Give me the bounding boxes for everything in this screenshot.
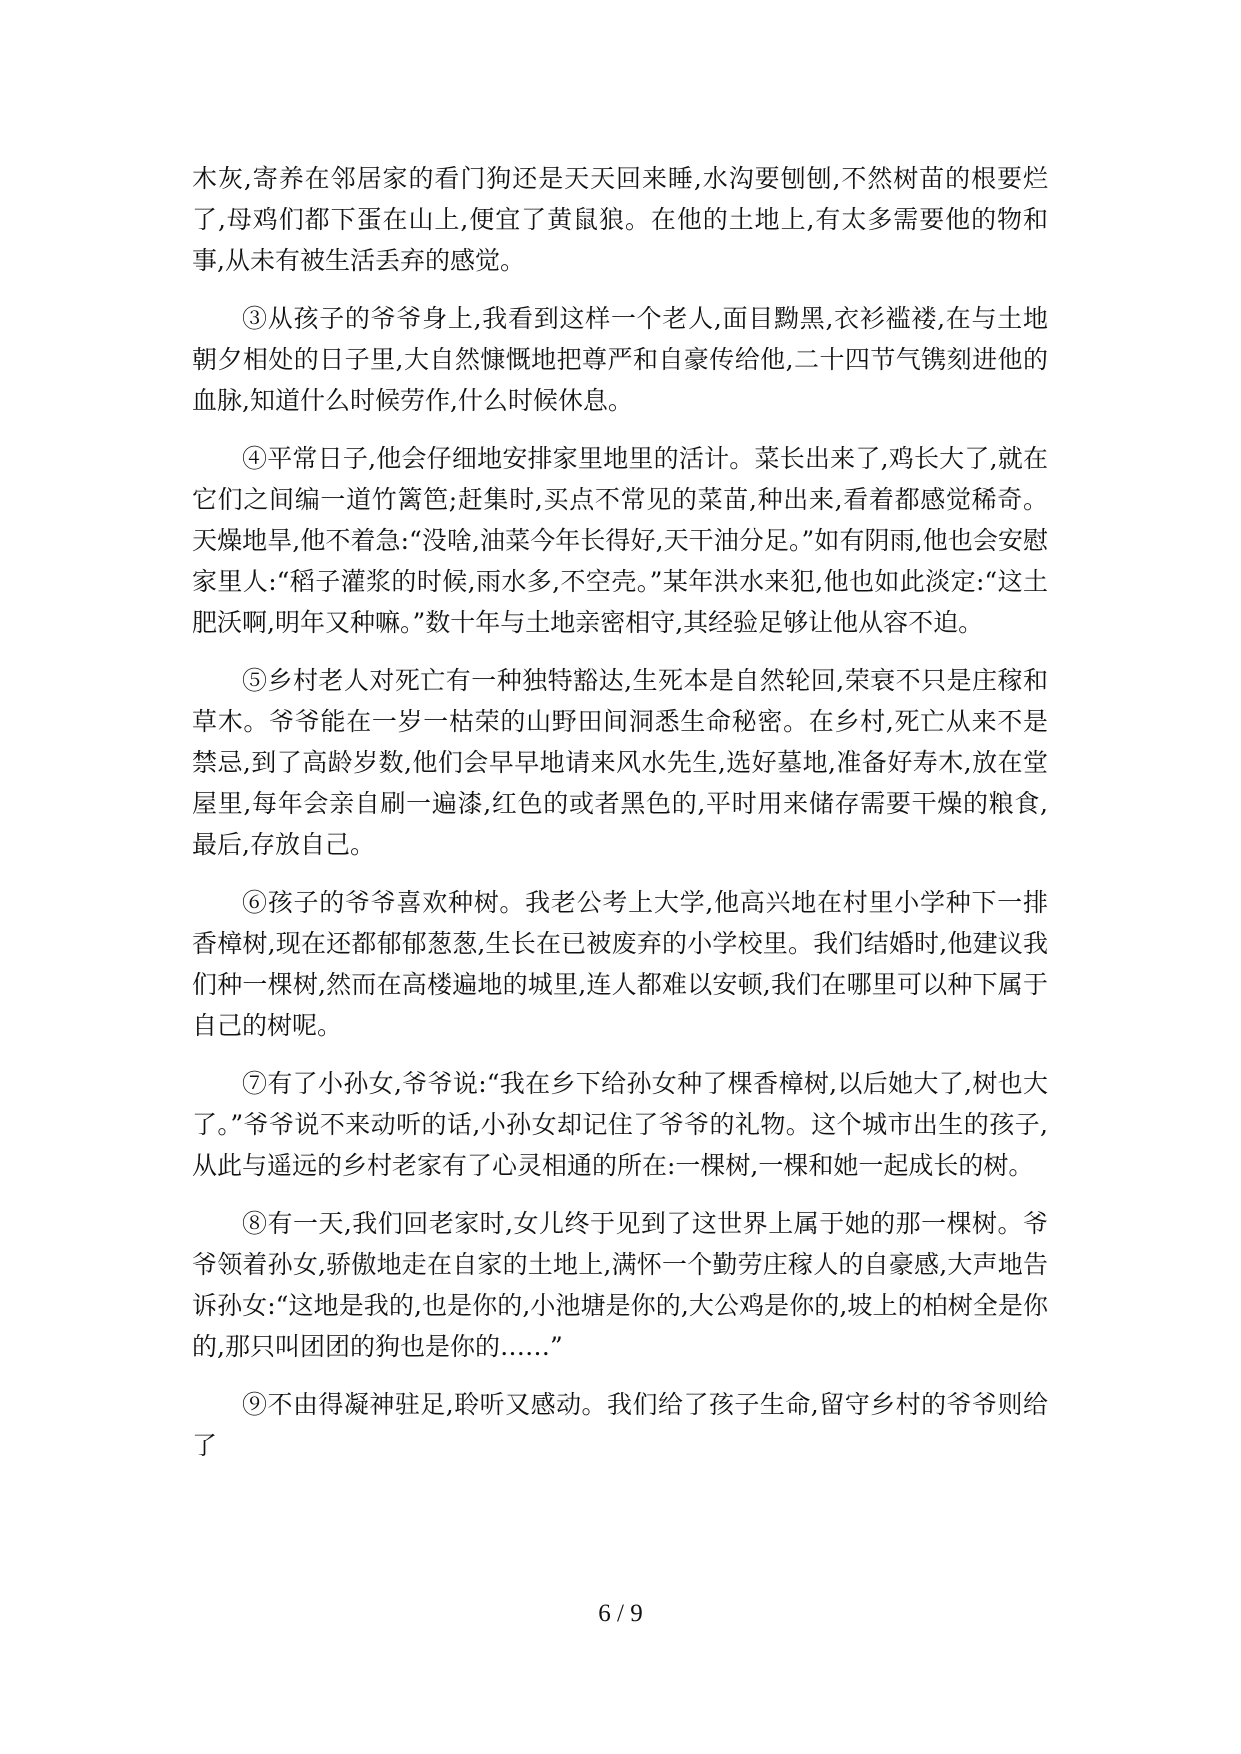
paragraph-4: ④平常日子,他会仔细地安排家里地里的活计。菜长出来了,鸡长大了,就在它们之间编一道竹篱笆;赶集时,买点不常见的菜苗,种出来,看着都感觉稀奇。天燥地旱,他不着急:“没啥,油菜今年长得好,天干油分足。”如有阴雨,他也会安慰家里人:“稻子灌浆的时候,雨水多,不空壳。”某年洪水来犯,他也如此淡定:“这土肥沃啊,明年又种嘛。”数十年与土地亲密相守,其经验足够让他从容不迫。 (192, 444, 1048, 637)
paragraph-3: ③从孩子的爷爷身上,我看到这样一个老人,面目黝黑,衣衫褴褛,在与土地朝夕相处的日子里,大自然慷慨地把尊严和自豪传给他,二十四节气镌刻进他的血脉,知道什么时候劳作,什么时候休息。 (192, 304, 1048, 415)
paragraph-9: ⑨不由得凝神驻足,聆听又感动。我们给了孩子生命,留守乡村的爷爷则给了 (192, 1390, 1048, 1460)
page-number: 6 / 9 (598, 1600, 643, 1627)
paragraph-6: ⑥孩子的爷爷喜欢种树。我老公考上大学,他高兴地在村里小学种下一排香樟树,现在还都郁郁葱葱,生长在已被废弃的小学校里。我们结婚时,他建议我们种一棵树,然而在高楼遍地的城里,连人都难以安顿,我们在哪里可以种下属于自己的树呢。 (192, 888, 1048, 1040)
paragraph-7: ⑦有了小孙女,爷爷说:“我在乡下给孙女种了棵香樟树,以后她大了,树也大了。”爷爷说不来动听的话,小孙女却记住了爷爷的礼物。这个城市出生的孩子,从此与遥远的乡村老家有了心灵相通的所在:一棵树,一棵和她一起成长的树。 (192, 1069, 1048, 1180)
paragraph-continuation: 木灰,寄养在邻居家的看门狗还是天天回来睡,水沟要刨刨,不然树苗的根要烂了,母鸡们都下蛋在山上,便宜了黄鼠狼。在他的土地上,有太多需要他的物和事,从未有被生活丢弃的感觉。 (192, 164, 1048, 275)
document-body (192, 158, 1048, 1483)
paragraph-8: ⑧有一天,我们回老家时,女儿终于见到了这世界上属于她的那一棵树。爷爷领着孙女,骄傲地走在自家的土地上,满怀一个勤劳庄稼人的自豪感,大声地告诉孙女:“这地是我的,也是你的,小池塘是你的,大公鸡是你的,坡上的柏树全是你的,那只叫团团的狗也是你的……” (192, 1209, 1048, 1361)
paragraph-5: ⑤乡村老人对死亡有一种独特豁达,生死本是自然轮回,荣衰不只是庄稼和草木。爷爷能在一岁一枯荣的山野田间洞悉生命秘密。在乡村,死亡从来不是禁忌,到了高龄岁数,他们会早早地请来风水先生,选好墓地,准备好寿木,放在堂屋里,每年会亲自刷一遍漆,红色的或者黑色的,平时用来储存需要干燥的粮食,最后,存放自己。 (192, 666, 1048, 859)
